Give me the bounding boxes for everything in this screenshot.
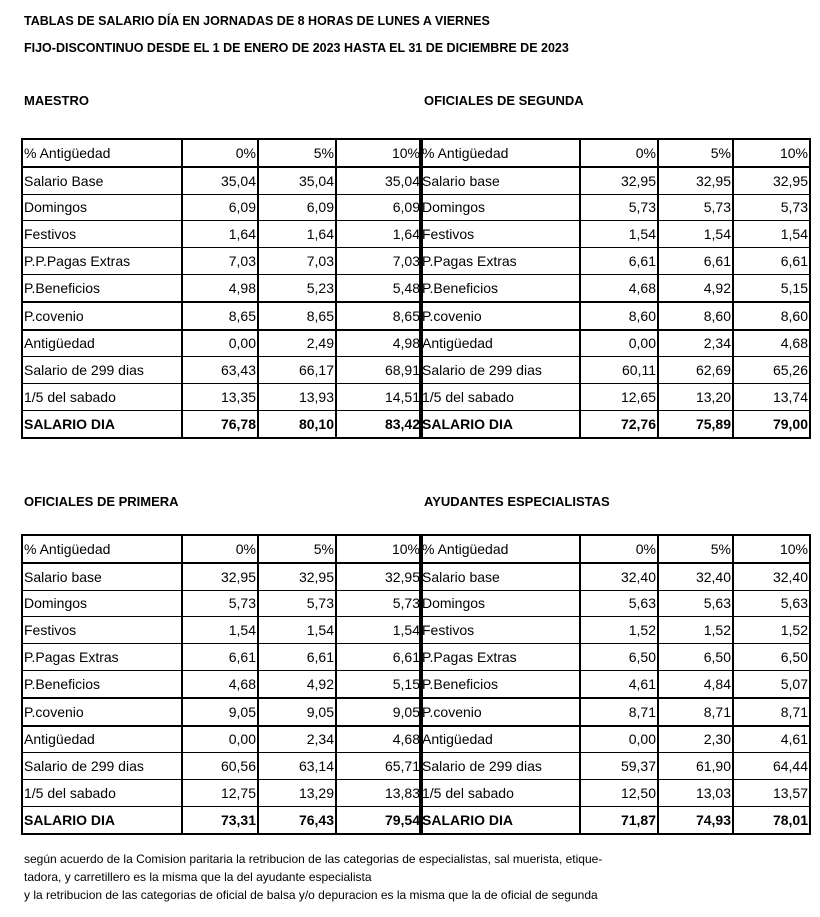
cell-value: 5,15 (733, 274, 810, 301)
row-label: Domingos (22, 590, 182, 617)
cell-value: 76,78 (182, 410, 258, 437)
table-row (22, 167, 422, 194)
footnote-line-3: y la retribucion de las categorias de oficial de balsa y/o depuracion es la misma que la de oficial de segunda (24, 888, 598, 902)
cell-value: 8,65 (336, 302, 422, 330)
row-label: Festivos (420, 617, 580, 644)
table-row (22, 670, 422, 697)
table-row (22, 194, 422, 221)
cell-value: 62,69 (658, 357, 733, 384)
cell-value: 12,65 (580, 384, 658, 411)
table-row (22, 617, 422, 644)
cell-value: 5,63 (580, 590, 658, 617)
table-row (22, 274, 422, 301)
cell-value: 13,35 (182, 384, 258, 411)
cell-value: 9,05 (336, 698, 422, 726)
cell-value: 9,05 (182, 698, 258, 726)
cell-value: 80,10 (258, 410, 336, 437)
section-title-oficiales-primera: OFICIALES DE PRIMERA (24, 494, 179, 509)
table-row (22, 330, 422, 357)
table-row (22, 221, 422, 248)
row-label: Salario de 299 dias (22, 357, 182, 384)
cell-value: 4,61 (580, 670, 658, 697)
table-row (420, 384, 810, 411)
cell-value: 5% (258, 535, 336, 563)
salary-table-maestro (21, 138, 423, 439)
table-row (420, 780, 810, 807)
cell-value: 74,93 (658, 806, 733, 833)
cell-value: 76,43 (258, 806, 336, 833)
row-label: P.covenio (22, 302, 182, 330)
table-row (22, 590, 422, 617)
cell-value: 1,52 (733, 617, 810, 644)
cell-value: 8,71 (580, 698, 658, 726)
cell-value: 35,04 (182, 167, 258, 194)
cell-value: 14,51 (336, 384, 422, 411)
cell-value: 32,95 (258, 563, 336, 590)
cell-value: 32,95 (336, 563, 422, 590)
row-label: Domingos (420, 194, 580, 221)
cell-value: 0,00 (182, 330, 258, 357)
row-label: SALARIO DIA (420, 806, 580, 833)
cell-value: 1,54 (658, 221, 733, 248)
cell-value: 10% (733, 139, 810, 167)
cell-value: 12,50 (580, 780, 658, 807)
table-header-row (22, 139, 422, 167)
row-label: 1/5 del sabado (420, 780, 580, 807)
cell-value: 5,48 (336, 274, 422, 301)
cell-value: 6,61 (733, 248, 810, 275)
cell-value: 8,65 (182, 302, 258, 330)
cell-value: 63,14 (258, 753, 336, 780)
table-row (420, 194, 810, 221)
cell-value: 8,65 (258, 302, 336, 330)
cell-value: 5% (258, 139, 336, 167)
table-row (22, 357, 422, 384)
row-label: SALARIO DIA (420, 410, 580, 437)
cell-value: 66,17 (258, 357, 336, 384)
cell-value: 10% (336, 139, 422, 167)
row-label: Festivos (420, 221, 580, 248)
row-label: Salario base (22, 563, 182, 590)
table-row (22, 563, 422, 590)
table-row (420, 698, 810, 726)
row-label: P.covenio (22, 698, 182, 726)
section-title-maestro: MAESTRO (24, 93, 89, 108)
section-title-oficiales-segunda: OFICIALES DE SEGUNDA (424, 93, 584, 108)
row-label: Salario base (420, 167, 580, 194)
table-row (420, 590, 810, 617)
table-row (22, 726, 422, 753)
cell-value: 6,61 (658, 248, 733, 275)
cell-value: 10% (336, 535, 422, 563)
footnote-line-2: tadora, y carretillero es la misma que la del ayudante especialista (24, 870, 372, 884)
section-title-ayudantes-especialistas: AYUDANTES ESPECIALISTAS (424, 494, 610, 509)
row-label: 1/5 del sabado (420, 384, 580, 411)
cell-value: 35,04 (336, 167, 422, 194)
cell-value: 1,64 (182, 221, 258, 248)
cell-value: 8,60 (658, 302, 733, 330)
cell-value: 0,00 (580, 330, 658, 357)
cell-value: 35,04 (258, 167, 336, 194)
cell-value: 0,00 (182, 726, 258, 753)
document-title: TABLAS DE SALARIO DÍA EN JORNADAS DE 8 HORAS DE LUNES A VIERNES (24, 14, 490, 28)
table-row (22, 644, 422, 671)
row-label: % Antigüedad (420, 535, 580, 563)
table-row (22, 698, 422, 726)
cell-value: 32,40 (658, 563, 733, 590)
cell-value: 75,89 (658, 410, 733, 437)
cell-value: 5,73 (733, 194, 810, 221)
cell-value: 32,40 (733, 563, 810, 590)
row-label: P.Pagas Extras (420, 248, 580, 275)
row-label: Salario Base (22, 167, 182, 194)
row-label: % Antigüedad (22, 535, 182, 563)
cell-value: 4,68 (182, 670, 258, 697)
row-label: SALARIO DIA (22, 410, 182, 437)
cell-value: 13,03 (658, 780, 733, 807)
cell-value: 1,64 (258, 221, 336, 248)
cell-value: 1,54 (336, 617, 422, 644)
table-row (420, 563, 810, 590)
table-row (420, 726, 810, 753)
cell-value: 1,54 (580, 221, 658, 248)
salary-table-oficiales-segunda (419, 138, 811, 439)
cell-value: 4,98 (336, 330, 422, 357)
cell-value: 1,54 (733, 221, 810, 248)
cell-value: 5,63 (733, 590, 810, 617)
cell-value: 4,68 (580, 274, 658, 301)
cell-value: 6,61 (336, 644, 422, 671)
cell-value: 32,95 (182, 563, 258, 590)
table-row (22, 384, 422, 411)
cell-value: 61,90 (658, 753, 733, 780)
cell-value: 10% (733, 535, 810, 563)
cell-value: 32,95 (658, 167, 733, 194)
cell-value: 13,57 (733, 780, 810, 807)
table-row (420, 274, 810, 301)
cell-value: 65,26 (733, 357, 810, 384)
row-label: Antigüedad (420, 330, 580, 357)
row-label: Domingos (420, 590, 580, 617)
row-label: Salario de 299 dias (420, 357, 580, 384)
table-row (22, 780, 422, 807)
table-row (22, 302, 422, 330)
cell-value: 1,52 (658, 617, 733, 644)
cell-value: 2,34 (658, 330, 733, 357)
cell-value: 1,52 (580, 617, 658, 644)
row-label: Antigüedad (22, 330, 182, 357)
table-total-row (22, 806, 422, 833)
cell-value: 60,11 (580, 357, 658, 384)
row-label: Salario de 299 dias (22, 753, 182, 780)
cell-value: 32,95 (733, 167, 810, 194)
cell-value: 72,76 (580, 410, 658, 437)
cell-value: 4,68 (336, 726, 422, 753)
cell-value: 8,60 (733, 302, 810, 330)
cell-value: 0% (182, 139, 258, 167)
cell-value: 5,23 (258, 274, 336, 301)
cell-value: 5% (658, 535, 733, 563)
cell-value: 13,20 (658, 384, 733, 411)
table-row (420, 330, 810, 357)
cell-value: 2,49 (258, 330, 336, 357)
cell-value: 13,74 (733, 384, 810, 411)
cell-value: 5,15 (336, 670, 422, 697)
cell-value: 5,73 (258, 590, 336, 617)
row-label: Festivos (22, 617, 182, 644)
cell-value: 6,50 (658, 644, 733, 671)
cell-value: 83,42 (336, 410, 422, 437)
table-row (420, 670, 810, 697)
cell-value: 63,43 (182, 357, 258, 384)
cell-value: 6,09 (336, 194, 422, 221)
cell-value: 0% (580, 535, 658, 563)
table-row (420, 167, 810, 194)
cell-value: 6,50 (580, 644, 658, 671)
row-label: SALARIO DIA (22, 806, 182, 833)
cell-value: 79,00 (733, 410, 810, 437)
cell-value: 12,75 (182, 780, 258, 807)
cell-value: 0,00 (580, 726, 658, 753)
row-label: P.Beneficios (22, 274, 182, 301)
row-label: Salario base (420, 563, 580, 590)
cell-value: 1,54 (182, 617, 258, 644)
table-row (420, 357, 810, 384)
row-label: P.Pagas Extras (420, 644, 580, 671)
row-label: P.Beneficios (420, 274, 580, 301)
cell-value: 78,01 (733, 806, 810, 833)
table-row (420, 753, 810, 780)
cell-value: 6,61 (580, 248, 658, 275)
cell-value: 7,03 (336, 248, 422, 275)
cell-value: 4,92 (658, 274, 733, 301)
cell-value: 59,37 (580, 753, 658, 780)
table-row (420, 617, 810, 644)
row-label: % Antigüedad (420, 139, 580, 167)
cell-value: 5,73 (658, 194, 733, 221)
row-label: P.Beneficios (420, 670, 580, 697)
document-subtitle: FIJO-DISCONTINUO DESDE EL 1 DE ENERO DE 2023 HASTA EL 31 DE DICIEMBRE DE 2023 (24, 41, 569, 55)
cell-value: 0% (182, 535, 258, 563)
row-label: Domingos (22, 194, 182, 221)
cell-value: 32,40 (580, 563, 658, 590)
table-header-row (22, 535, 422, 563)
table-row (420, 302, 810, 330)
salary-table-oficiales-primera (21, 534, 423, 835)
cell-value: 4,84 (658, 670, 733, 697)
cell-value: 8,71 (658, 698, 733, 726)
row-label: Antigüedad (420, 726, 580, 753)
cell-value: 5,07 (733, 670, 810, 697)
row-label: Festivos (22, 221, 182, 248)
table-row (420, 644, 810, 671)
row-label: Salario de 299 dias (420, 753, 580, 780)
cell-value: 8,60 (580, 302, 658, 330)
cell-value: 4,68 (733, 330, 810, 357)
cell-value: 1,64 (336, 221, 422, 248)
cell-value: 9,05 (258, 698, 336, 726)
row-label: P.Pagas Extras (22, 644, 182, 671)
cell-value: 13,83 (336, 780, 422, 807)
cell-value: 6,09 (258, 194, 336, 221)
cell-value: 7,03 (258, 248, 336, 275)
cell-value: 5% (658, 139, 733, 167)
cell-value: 2,30 (658, 726, 733, 753)
table-row (22, 753, 422, 780)
cell-value: 4,98 (182, 274, 258, 301)
cell-value: 64,44 (733, 753, 810, 780)
row-label: P.covenio (420, 302, 580, 330)
cell-value: 6,61 (258, 644, 336, 671)
cell-value: 1,54 (258, 617, 336, 644)
table-header-row (420, 535, 810, 563)
cell-value: 0% (580, 139, 658, 167)
cell-value: 8,71 (733, 698, 810, 726)
row-label: 1/5 del sabado (22, 780, 182, 807)
row-label: 1/5 del sabado (22, 384, 182, 411)
cell-value: 6,50 (733, 644, 810, 671)
table-header-row (420, 139, 810, 167)
cell-value: 71,87 (580, 806, 658, 833)
cell-value: 79,54 (336, 806, 422, 833)
cell-value: 6,61 (182, 644, 258, 671)
table-total-row (420, 410, 810, 437)
cell-value: 13,93 (258, 384, 336, 411)
cell-value: 32,95 (580, 167, 658, 194)
cell-value: 5,63 (658, 590, 733, 617)
cell-value: 65,71 (336, 753, 422, 780)
row-label: P.Beneficios (22, 670, 182, 697)
cell-value: 4,61 (733, 726, 810, 753)
footnote-line-1: según acuerdo de la Comision paritaria la retribucion de las categorias de especialistas, sal muerista, etique- (24, 852, 603, 866)
cell-value: 5,73 (336, 590, 422, 617)
cell-value: 5,73 (580, 194, 658, 221)
cell-value: 6,09 (182, 194, 258, 221)
table-total-row (22, 410, 422, 437)
cell-value: 7,03 (182, 248, 258, 275)
row-label: P.covenio (420, 698, 580, 726)
row-label: Antigüedad (22, 726, 182, 753)
salary-table-ayudantes-especialistas (419, 534, 811, 835)
row-label: P.P.Pagas Extras (22, 248, 182, 275)
table-total-row (420, 806, 810, 833)
table-row (420, 248, 810, 275)
cell-value: 13,29 (258, 780, 336, 807)
cell-value: 73,31 (182, 806, 258, 833)
cell-value: 5,73 (182, 590, 258, 617)
table-row (420, 221, 810, 248)
cell-value: 68,91 (336, 357, 422, 384)
cell-value: 4,92 (258, 670, 336, 697)
cell-value: 2,34 (258, 726, 336, 753)
row-label: % Antigüedad (22, 139, 182, 167)
cell-value: 60,56 (182, 753, 258, 780)
table-row (22, 248, 422, 275)
